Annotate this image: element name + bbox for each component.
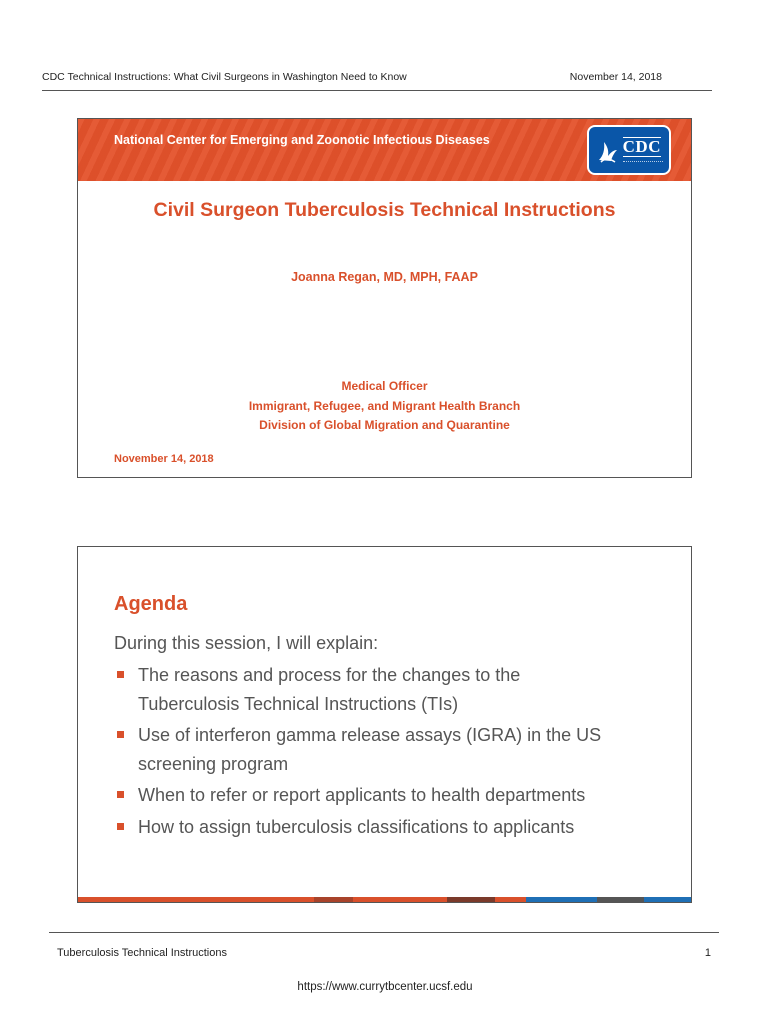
- stripe-segment: [447, 897, 494, 902]
- square-bullet-icon: [117, 671, 124, 678]
- banner-text: National Center for Emerging and Zoonotic Infectious Diseases: [114, 133, 490, 147]
- presenter-name: Joanna Regan, MD, MPH, FAAP: [291, 270, 478, 284]
- agenda-item-line: Use of interferon gamma release assays (IGRA) in the US: [138, 725, 602, 745]
- stripe-segment: [526, 897, 597, 902]
- agenda-item: [114, 813, 674, 842]
- slide-bottom-stripe: [78, 897, 691, 902]
- slide-agenda: [77, 546, 692, 903]
- presenter-division: Division of Global Migration and Quarantine: [259, 418, 510, 432]
- agenda-item-line: The reasons and process for the changes to the: [138, 665, 521, 685]
- presenter-affiliation: [78, 377, 691, 436]
- agenda-intro: During this session, I will explain:: [114, 633, 379, 653]
- page-footer: [49, 932, 719, 963]
- square-bullet-icon: [117, 823, 124, 830]
- header-title: CDC Technical Instructions: What Civil Surgeons in Washington Need to Know: [42, 71, 407, 83]
- hhs-eagle-icon: [595, 136, 621, 164]
- presenter-branch: Immigrant, Refugee, and Migrant Health Branch: [248, 398, 521, 413]
- agenda-item: [114, 721, 674, 778]
- source-url-link[interactable]: https://www.currytbcenter.ucsf.edu: [297, 981, 473, 993]
- stripe-segment: [644, 897, 691, 902]
- cdc-logo: [587, 125, 671, 175]
- slide-banner: [78, 119, 691, 181]
- agenda-title: Agenda: [114, 593, 188, 615]
- agenda-item-line: Tuberculosis Technical Instructions (TIs): [138, 693, 459, 714]
- presenter-role: Medical Officer: [341, 379, 428, 393]
- stripe-segment: [314, 897, 353, 902]
- agenda-item: [114, 661, 674, 718]
- page-number: 1: [704, 947, 711, 959]
- stripe-segment: [495, 897, 526, 902]
- header-date: November 14, 2018: [569, 71, 662, 83]
- slide-date: November 14, 2018: [114, 453, 214, 465]
- agenda-item-line: screening program: [138, 753, 289, 774]
- agenda-item-line: When to refer or report applicants to health departments: [138, 785, 586, 805]
- agenda-list: [114, 661, 674, 844]
- stripe-segment: [597, 897, 644, 902]
- agenda-item: [114, 781, 674, 810]
- square-bullet-icon: [117, 731, 124, 738]
- square-bullet-icon: [117, 791, 124, 798]
- stripe-segment: [353, 897, 447, 902]
- page-header: [42, 64, 712, 91]
- slide-title: [77, 118, 692, 478]
- cdc-logo-text: CDC: [622, 137, 661, 156]
- agenda-item-line: How to assign tuberculosis classifications to applicants: [138, 816, 575, 837]
- cdc-logo-tagline-mark: [623, 161, 663, 166]
- footer-title: Tuberculosis Technical Instructions: [57, 947, 227, 959]
- slide-title-text: Civil Surgeon Tuberculosis Technical Instructions: [153, 199, 616, 221]
- stripe-segment: [78, 897, 314, 902]
